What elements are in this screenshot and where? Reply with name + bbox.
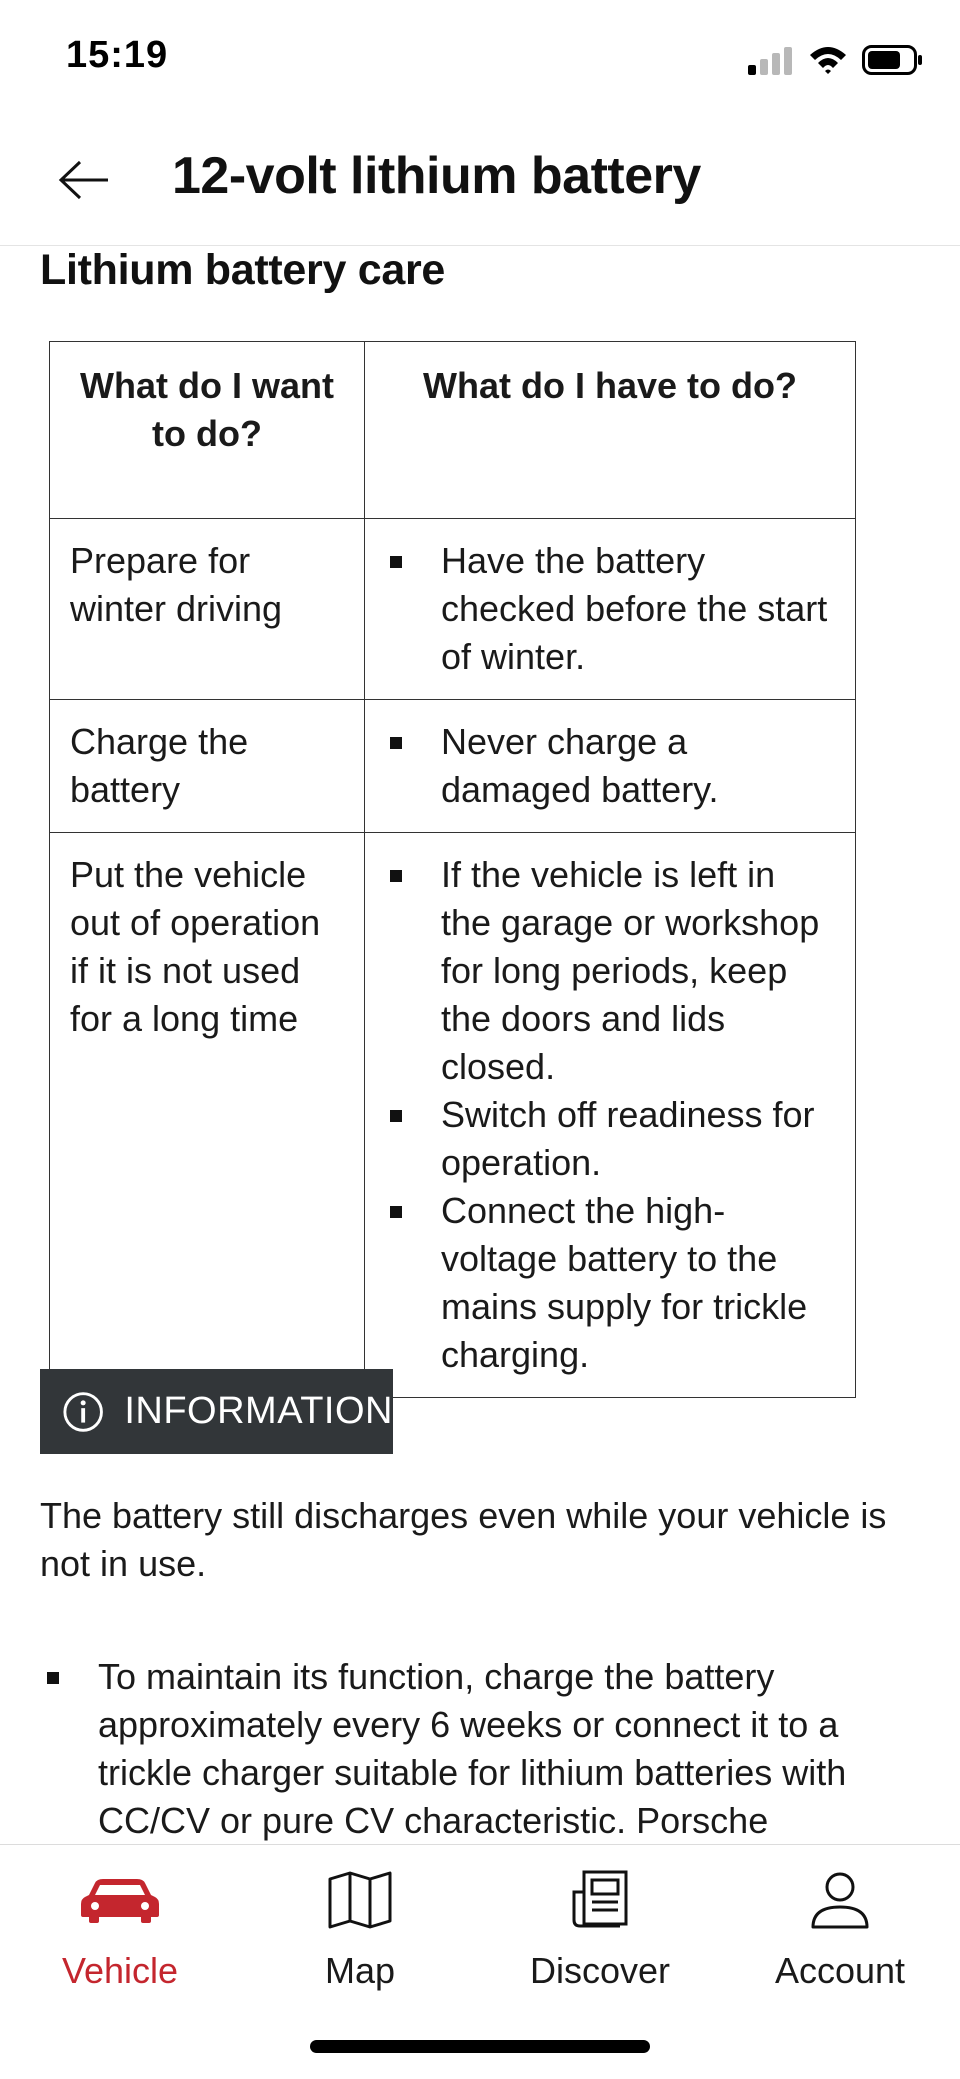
cellular-signal-icon xyxy=(748,45,794,75)
wifi-icon xyxy=(808,45,848,75)
list-item-text: Have the battery checked before the start of winter. xyxy=(441,540,828,677)
battery-icon xyxy=(862,44,924,76)
bullet-square-icon xyxy=(47,1672,59,1684)
action-list xyxy=(385,718,835,814)
bullet-square-icon xyxy=(390,1110,402,1122)
section-title: Lithium battery care xyxy=(40,246,445,294)
arrow-left-icon xyxy=(58,160,110,200)
nav-label-account: Account xyxy=(774,1950,906,1991)
maintenance-list xyxy=(40,1653,920,1844)
list-item xyxy=(385,537,835,681)
nav-item-vehicle[interactable] xyxy=(0,1845,240,2015)
home-indicator[interactable] xyxy=(310,2040,650,2053)
nav-item-discover[interactable] xyxy=(480,1845,720,2015)
info-circle-icon xyxy=(62,1390,104,1434)
list-item xyxy=(385,1187,835,1379)
list-item xyxy=(385,851,835,1091)
table-row xyxy=(50,519,856,700)
map-icon xyxy=(327,1871,393,1929)
list-item xyxy=(385,1091,835,1187)
list-item-text: Switch off readiness for operation. xyxy=(441,1094,815,1183)
table-header-row xyxy=(50,342,856,519)
nav-item-map[interactable] xyxy=(240,1845,480,2015)
list-item-text: To maintain its function, charge the battery approximately every 6 weeks or connect it to a trickle charger suitable for lithium batteries with CC/CV or pure CV characteristic. Porsche xyxy=(98,1656,847,1841)
status-bar xyxy=(0,0,960,120)
status-time: 15:19 xyxy=(66,34,169,76)
bullet-square-icon xyxy=(390,1206,402,1218)
news-icon xyxy=(570,1870,630,1930)
user-icon xyxy=(810,1871,870,1929)
table-row xyxy=(50,700,856,833)
list-item-text: Connect the high-voltage battery to the mains supply for trickle charging. xyxy=(441,1190,808,1375)
action-list xyxy=(385,851,835,1379)
nav-label-map: Map xyxy=(324,1950,396,1991)
table-cell-want: Prepare for winter driving xyxy=(50,519,365,700)
back-button[interactable] xyxy=(52,148,116,212)
table-cell-want: Charge the battery xyxy=(50,700,365,833)
battery-care-table xyxy=(49,341,856,1398)
table-header-do: What do I have to do? xyxy=(365,342,856,519)
information-badge xyxy=(40,1369,393,1454)
nav-label-vehicle: Vehicle xyxy=(61,1950,179,1991)
table-cell-want: Put the vehicle out of operation if it is not used for a long time xyxy=(50,833,365,1398)
list-item-text: Never charge a damaged battery. xyxy=(441,721,719,810)
list-item xyxy=(385,718,835,814)
information-text: The battery still discharges even while your vehicle is not in use. xyxy=(40,1495,887,1584)
table-header-want: What do I want to do? xyxy=(50,342,365,519)
information-label: INFORMATION xyxy=(124,1390,393,1432)
article-content[interactable] xyxy=(0,246,960,1844)
header xyxy=(0,120,960,246)
table-cell-actions xyxy=(365,700,856,833)
bullet-square-icon xyxy=(390,556,402,568)
car-icon xyxy=(81,1877,159,1923)
list-item xyxy=(40,1653,920,1844)
status-icons xyxy=(748,42,924,78)
table-cell-actions xyxy=(365,833,856,1398)
bullet-square-icon xyxy=(390,870,402,882)
table-cell-actions xyxy=(365,519,856,700)
action-list xyxy=(385,537,835,681)
table-row xyxy=(50,833,856,1398)
nav-item-account[interactable] xyxy=(720,1845,960,2015)
page-title: 12-volt lithium battery xyxy=(172,147,701,205)
bullet-square-icon xyxy=(390,737,402,749)
list-item-text: If the vehicle is left in the garage or workshop for long periods, keep the doors and lids closed. xyxy=(441,854,820,1087)
nav-label-discover: Discover xyxy=(529,1950,671,1991)
